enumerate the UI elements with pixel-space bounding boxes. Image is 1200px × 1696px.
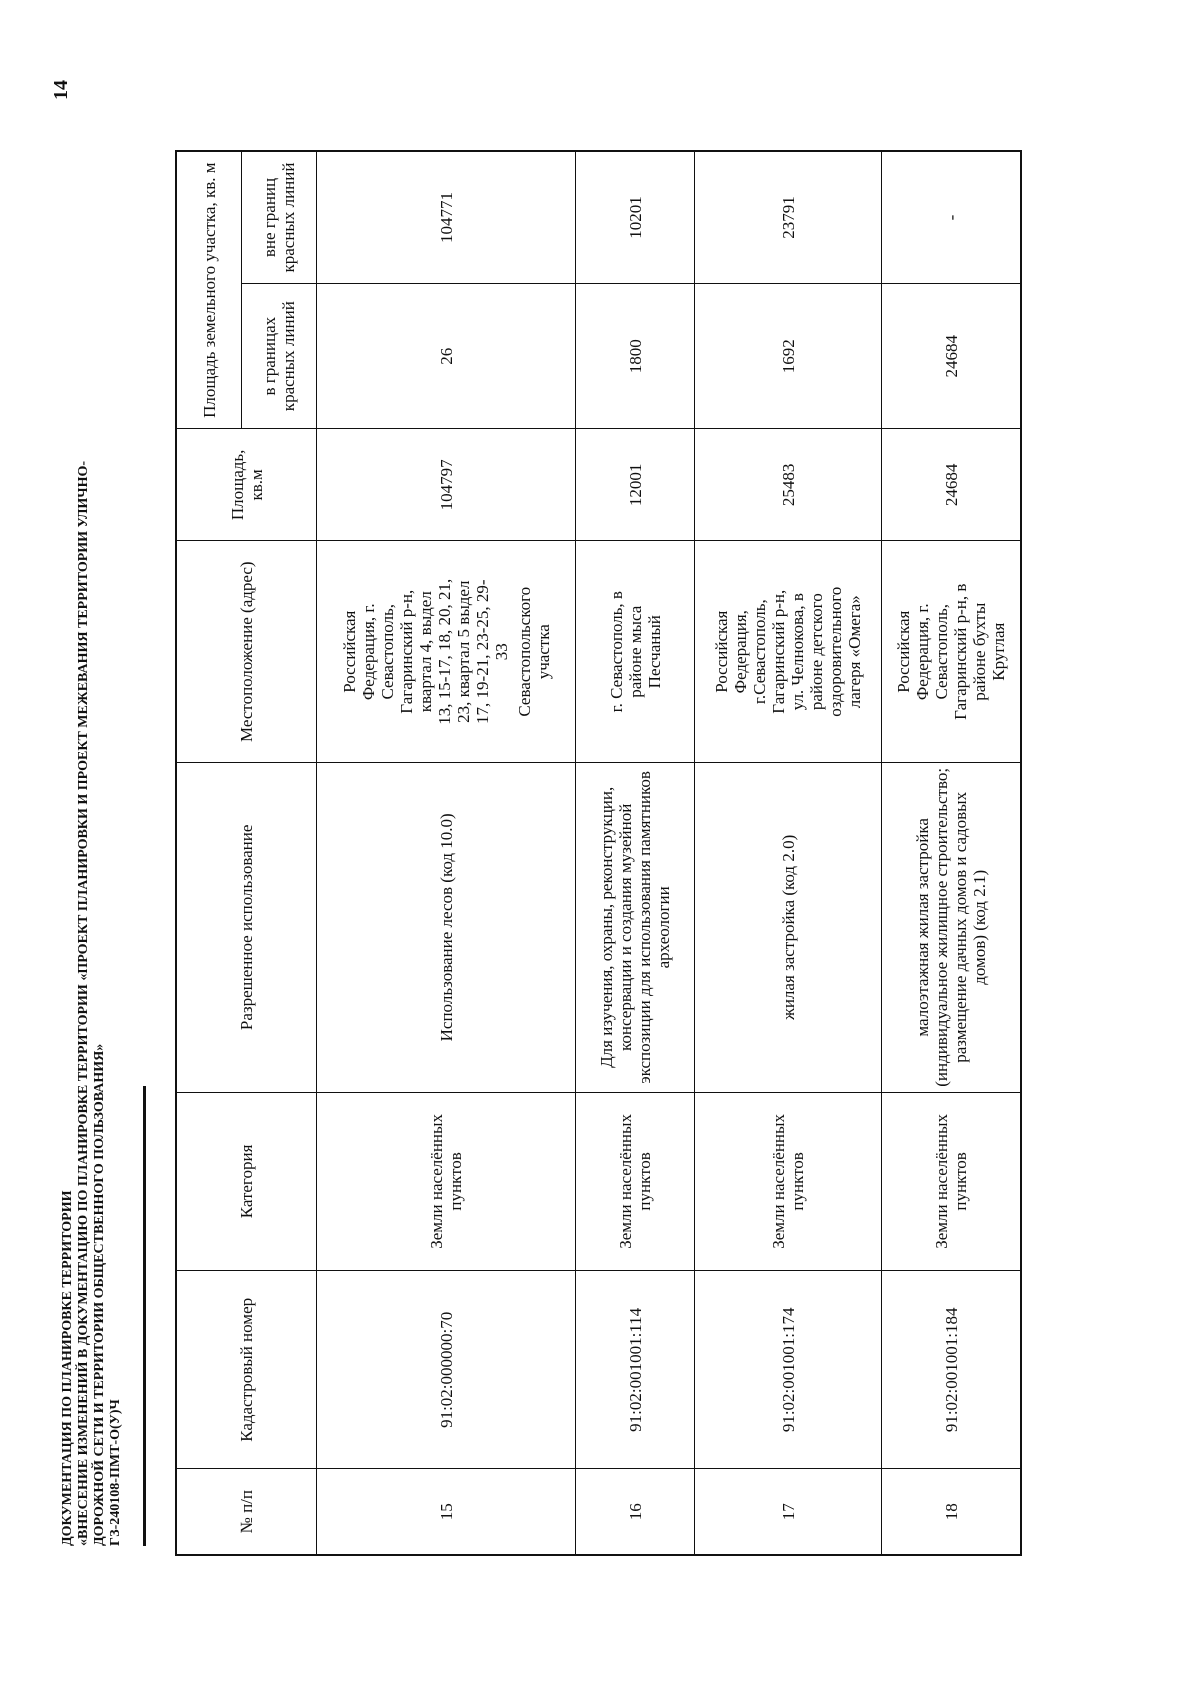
cell-outside: 104771 [317, 151, 576, 284]
header-line-4: ГЗ-240108-ПМТ-О(У)Ч [108, 1399, 123, 1546]
header-area-group: Площадь земельного участка, кв. м [176, 151, 242, 429]
cell-outside: 10201 [576, 151, 695, 284]
cell-cadastral: 91:02:000000:70 [317, 1271, 576, 1469]
cell-outside: 23791 [695, 151, 882, 284]
header-num: № п/п [176, 1469, 317, 1555]
cell-inside: 1692 [695, 284, 882, 429]
cell-num: 15 [317, 1469, 576, 1555]
cell-num: 16 [576, 1469, 695, 1555]
cell-area: 104797 [317, 429, 576, 541]
cell-location [882, 541, 1022, 763]
cell-area: 24684 [882, 429, 1022, 541]
header-line-3: ДОРОЖНОЙ СЕТИ И ТЕРРИТОРИИ ОБЩЕСТВЕННОГО ПОЛЬЗОВАНИЯ» [92, 1043, 107, 1546]
location-text: Российская Федерация, г. Севастополь, Гагаринский р-н, квартал 4, выдел 13, 15-17, 18, 20, 21, 23, квартал 5 выдел 17, 19-21, 23-25, 29- 33 [339, 578, 511, 725]
cell-cadastral: 91:02:001001:114 [576, 1271, 695, 1469]
page-number: 14 [50, 80, 72, 100]
header-line-2: «ВНЕСЕНИЕ ИЗМЕНЕНИЙ В ДОКУМЕНТАЦИЮ ПО ПЛАНИРОВКЕ ТЕРРИТОРИИ «ПРОЕКТ ПЛАНИРОВКИ И ПРОЕКТ МЕЖЕВАНИЯ ТЕРРИТОРИИ УЛИЧНО- [76, 460, 91, 1546]
header-category: Категория [176, 1092, 317, 1271]
cell-location [695, 541, 882, 763]
cell-location [576, 541, 695, 763]
header-location: Местоположение (адрес) [176, 541, 317, 763]
cell-location [317, 541, 576, 763]
table-row [882, 151, 1022, 1555]
cell-area: 12001 [576, 429, 695, 541]
header-cadastral: Кадастровый номер [176, 1271, 317, 1469]
location-text: г. Севастополь, в районе мыса Песчаный [606, 591, 664, 713]
cell-inside: 24684 [882, 284, 1022, 429]
header-rule [143, 1086, 146, 1546]
cell-use: малоэтажная жилая застройка (индивидуальное жилищное строительство; размещение дачных домов и садовых домов) (код 2.1) [882, 763, 1022, 1092]
header-line-1: ДОКУМЕНТАЦИЯ ПО ПЛАНИРОВКЕ ТЕРРИТОРИИ [60, 1190, 75, 1546]
cell-use: Для изучения, охраны, реконструкции, консервации и создания музейной экспозиции для использования памятников археологии [576, 763, 695, 1092]
cell-num: 17 [695, 1469, 882, 1555]
header-use: Разрешенное использование [176, 763, 317, 1092]
cell-inside: 26 [317, 284, 576, 429]
cell-category: Земли населённых пунктов [882, 1092, 1022, 1271]
cell-cadastral: 91:02:001001:174 [695, 1271, 882, 1469]
location-extra: Севастопольского участка [514, 586, 553, 717]
cell-category: Земли населённых пунктов [695, 1092, 882, 1271]
header-outside: вне границ красных линий [242, 151, 317, 284]
table-header-row [176, 151, 242, 1555]
cell-use: жилая застройка (код 2.0) [695, 763, 882, 1092]
cell-category: Земли населённых пунктов [317, 1092, 576, 1271]
header-area: Площадь, кв.м [176, 429, 317, 541]
cell-category: Земли населённых пунктов [576, 1092, 695, 1271]
cell-inside: 1800 [576, 284, 695, 429]
location-text: Российская Федерация, г. Севастополь, Гагаринский р-н, в районе бухты Круглая [894, 583, 1008, 720]
cell-cadastral: 91:02:001001:184 [882, 1271, 1022, 1469]
header-inside: в границах красных линий [242, 284, 317, 429]
table-row [576, 151, 695, 1555]
table-row [695, 151, 882, 1555]
cell-area: 25483 [695, 429, 882, 541]
cell-outside: - [882, 151, 1022, 284]
location-text: Российская Федерация, г.Севастополь, Гагаринский р-н, ул. Челнокова, в районе детского оздоровительного лагеря «Омега» [712, 586, 864, 717]
table-row [317, 151, 576, 1555]
cell-use: Использование лесов (код 10.0) [317, 763, 576, 1092]
land-plots-table [175, 150, 1022, 1556]
cell-num: 18 [882, 1469, 1022, 1555]
document-header [60, 460, 124, 1546]
